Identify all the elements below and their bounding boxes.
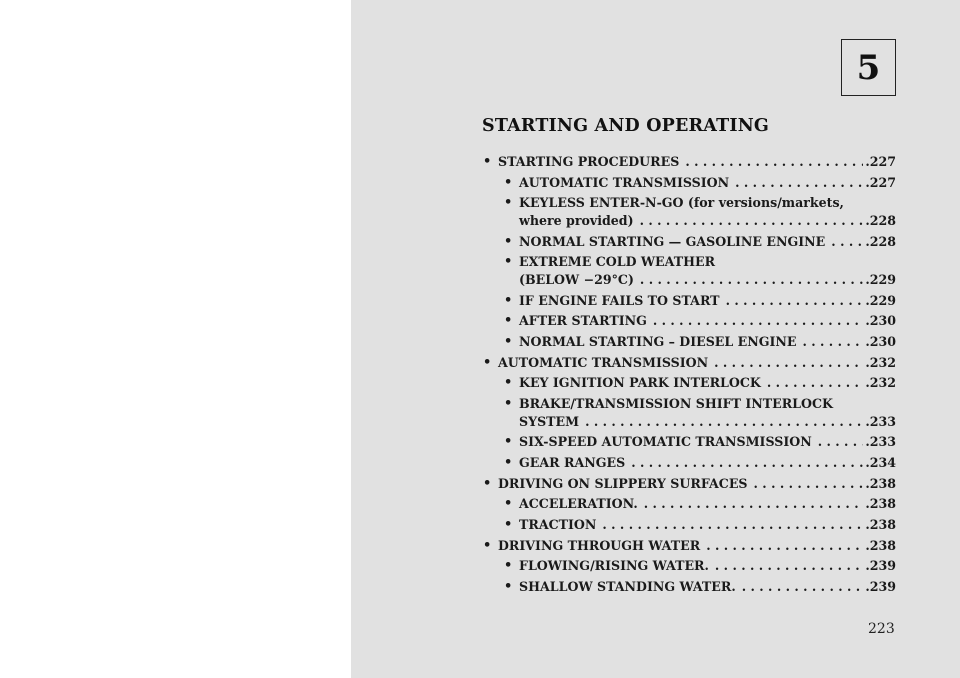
dot-leader <box>644 495 864 513</box>
bullet-icon: • <box>504 579 513 595</box>
chapter-number: 5 <box>856 47 881 88</box>
toc-entry[interactable] <box>483 354 896 372</box>
toc-entry-page: .230 <box>865 333 896 349</box>
toc-entry-page: .238 <box>865 537 896 553</box>
toc-entry-page: .233 <box>865 414 896 429</box>
toc-entry-page: .239 <box>865 558 896 574</box>
toc-entry-title: STARTING PROCEDURES <box>498 154 680 169</box>
toc-entry-title: IF ENGINE FAILS TO START <box>519 292 720 308</box>
toc-entry[interactable] <box>504 374 896 392</box>
bullet-icon: • <box>504 375 513 391</box>
dot-leader <box>714 354 863 372</box>
toc-entry-title: KEYLESS ENTER-N-GO (for versions/markets, <box>519 195 844 211</box>
toc-entry-page: .238 <box>865 496 896 512</box>
bullet-icon: • <box>504 434 513 450</box>
toc-entry-title: GEAR RANGES <box>519 454 626 470</box>
toc-entry-page: .229 <box>865 272 896 288</box>
dot-leader <box>602 516 863 534</box>
dot-leader <box>715 557 863 575</box>
toc-entry-page: .227 <box>865 174 896 190</box>
toc-entry-title: TRACTION <box>519 517 597 532</box>
dot-leader <box>726 292 864 310</box>
dot-leader <box>685 153 863 171</box>
dot-leader <box>803 333 864 351</box>
toc-entry[interactable] <box>504 495 896 513</box>
toc-entry-page: .233 <box>865 434 896 450</box>
toc-entry[interactable] <box>483 537 896 555</box>
toc-entry-page: .229 <box>865 292 896 308</box>
toc-entry-page: .238 <box>865 475 896 491</box>
bullet-icon: • <box>504 313 513 329</box>
dot-leader <box>767 374 863 392</box>
dot-leader <box>706 537 863 555</box>
bullet-icon: • <box>504 254 513 270</box>
toc-entry-title: FLOWING/RISING WATER. <box>519 558 709 574</box>
toc-entry[interactable] <box>504 454 896 472</box>
toc-entry-title: (BELOW −29°C) <box>519 272 634 288</box>
bullet-icon: • <box>483 537 492 553</box>
toc-entry[interactable] <box>504 174 896 192</box>
dot-leader <box>735 174 863 192</box>
dot-leader <box>818 433 864 451</box>
page-number: 223 <box>868 621 895 637</box>
toc-entry[interactable] <box>504 557 896 575</box>
toc-entry[interactable] <box>504 194 896 230</box>
bullet-icon: • <box>504 174 513 190</box>
dot-leader <box>640 271 863 289</box>
bullet-icon: • <box>504 333 513 349</box>
toc-entry-page: .227 <box>865 154 896 169</box>
toc-entry-title: AUTOMATIC TRANSMISSION <box>498 354 709 370</box>
dot-leader <box>640 212 864 230</box>
toc-entry-title: SHALLOW STANDING WATER. <box>519 579 736 595</box>
bullet-icon: • <box>504 517 513 532</box>
toc-entry[interactable] <box>504 312 896 330</box>
dot-leader <box>742 578 864 596</box>
toc-entry[interactable] <box>504 516 896 534</box>
bullet-icon: • <box>483 354 492 370</box>
toc-entry[interactable] <box>483 153 896 171</box>
toc-entry-page: .228 <box>865 213 896 229</box>
section-title: STARTING AND OPERATING <box>482 116 770 136</box>
dot-leader <box>631 454 863 472</box>
bullet-icon: • <box>504 195 513 211</box>
bullet-icon: • <box>504 454 513 470</box>
dot-leader <box>653 312 863 330</box>
toc-entry-title: KEY IGNITION PARK INTERLOCK <box>519 375 761 391</box>
bullet-icon: • <box>483 154 492 169</box>
bullet-icon: • <box>504 558 513 574</box>
toc-entry[interactable] <box>504 233 896 251</box>
toc-entry-title: NORMAL STARTING – DIESEL ENGINE <box>519 333 797 349</box>
toc-entry[interactable] <box>483 475 896 493</box>
toc-entry-title: EXTREME COLD WEATHER <box>519 254 716 270</box>
toc-entry[interactable] <box>504 578 896 596</box>
bullet-icon: • <box>504 292 513 308</box>
toc-entry[interactable] <box>504 333 896 351</box>
toc-entry-title: SIX-SPEED AUTOMATIC TRANSMISSION <box>519 434 812 450</box>
toc-entry-page: .238 <box>865 517 896 532</box>
toc-entry-page: .232 <box>865 354 896 370</box>
toc-entry-title: BRAKE/TRANSMISSION SHIFT INTERLOCK <box>519 396 833 411</box>
toc-entry[interactable] <box>504 253 896 289</box>
bullet-icon: • <box>504 496 513 512</box>
toc-entry[interactable] <box>504 292 896 310</box>
toc-entry-page: .228 <box>865 233 896 249</box>
bullet-icon: • <box>504 396 513 411</box>
toc-entry-title: DRIVING THROUGH WATER <box>498 537 701 553</box>
toc-entry-page: .239 <box>865 579 896 595</box>
toc-entry-page: .230 <box>865 313 896 329</box>
toc-entry-title: NORMAL STARTING — GASOLINE ENGINE <box>519 233 826 249</box>
toc-entry[interactable] <box>504 395 896 431</box>
toc-entry[interactable] <box>504 433 896 451</box>
toc-entry-title: where provided) <box>519 213 634 229</box>
bullet-icon: • <box>483 475 492 491</box>
toc-entry-page: .232 <box>865 375 896 391</box>
dot-leader <box>585 413 863 431</box>
bullet-icon: • <box>504 233 513 249</box>
toc-entry-title: AUTOMATIC TRANSMISSION <box>519 174 730 190</box>
toc-entry-title: AFTER STARTING <box>519 313 647 329</box>
toc-entry-title: SYSTEM <box>519 414 580 429</box>
toc-entry-title: ACCELERATION. <box>519 496 638 512</box>
dot-leader <box>831 233 863 251</box>
toc-entry-title: DRIVING ON SLIPPERY SURFACES <box>498 475 748 491</box>
dot-leader <box>754 475 864 493</box>
toc-entry-page: .234 <box>865 454 896 470</box>
